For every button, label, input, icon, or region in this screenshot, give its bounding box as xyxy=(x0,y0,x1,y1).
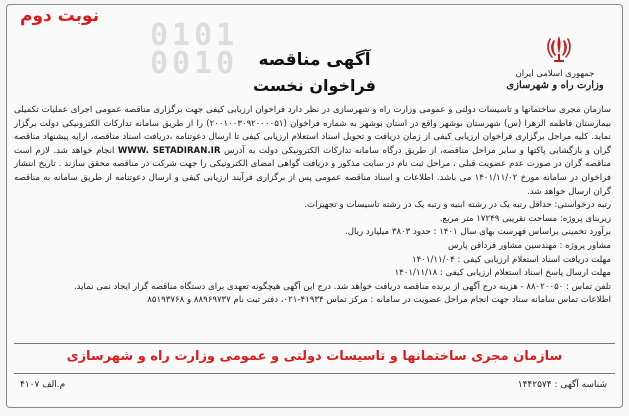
setad-website-link[interactable]: WWW. SETADIRAN.IR xyxy=(117,145,221,156)
intro-continuation: انجام خواهد شد. لازم است مناقصه گران در صورت عدم عضویت قبلی ، مراحل ثبت نام در سایت مذکور و دریافت گواهی امضای الکترونیکی را جهت شرکت در مناقصه محقق سازند . تاریخ انتشار فراخوان در سامانه مورخ ۱۴۰۱/۱۱/۰۲ می باشد. اطلاعات و اسناد مناقصه عمومی پس از برگزاری فرآیند ارزیابی کیفی و ارسال دعوتنامه از طریق سامانه به مناقصه گران ارسال خواهد شد. xyxy=(14,145,612,197)
republic-caption: جمهوری اسلامی ایران xyxy=(515,69,595,79)
footer-divider-top xyxy=(14,343,615,344)
watermark-line-2: 0010 xyxy=(150,46,239,81)
item-grade: رتبه درخواستی: حداقل رتبه یک در رشته ابنیه و رتبه یک در رشته تاسیسات و تجهیزات. xyxy=(304,200,611,211)
ministry-name: وزارت راه و شهرسازی xyxy=(506,80,604,91)
intro-text: سازمان مجری ساختمانها و تاسیسات دولتی و عمومی وزارت راه و شهرسازی در نظر دارد فراخوان ارزیابی کیفی جهت برگزاری مناقصه عمومی اجرای عملیات تکمیلی بیمارستان فاطمه الزهرا (س) شهرستان بوشهر واقع در استان بوشهر به شماره فراخوان (۲۰۰۱۰۰۳۰۹۲۰۰۰۰۵۱) را از طریق سامانه تدارکات الکترونیکی دولت برگزار نماید. کلیه مراحل برگزاری فراخوان ارزیابی کیفی از زمان دریافت و تحویل اسناد استعلام ارزیابی کیفی تا ارسال دعوتنامه ،دریافت اسناد مناقصه، ارایه پیشنهاد مناقصه گران و بازگشایی پاکتها و سایر مراحل مناقصه، از طریق درگاه سامانه تدارکات الکترونیکی دولت به آدرس xyxy=(14,105,612,156)
turn-label: نوبت دوم xyxy=(20,6,100,26)
watermark-line-1: 0101 xyxy=(150,22,239,53)
page-title: آگهی مناقصه xyxy=(258,50,371,70)
organization-name: سازمان مجری ساختمانها و تاسیسات دولتی و عمومی وزارت راه و شهرسازی xyxy=(66,349,563,364)
item-area: زیربنای پروژه: مساحت تقریبی ۱۷۲۴۹ متر مربع. xyxy=(439,213,611,224)
item-consultant: مشاور پروژه : مهندسین مشاور فرداقن پارس xyxy=(448,240,611,251)
item-phone: تلفن تماس : ۸۸۰۲۰۰۵۰ - هزینه درج آگهی از برنده مناقصه دریافت خواهد شد. درج این آگهی هیچگونه تعهدی برای دستگاه مناقصه گزار ایجاد نمی نماید. xyxy=(73,281,611,292)
item-setad-contact: اطلاعات تماس سامانه ستاد جهت انجام مراحل عضویت در سامانه : مرکز تماس ۴۱۹۳۴-۰۲۱، دفتر ثبت نام ۸۸۹۶۹۷۳۷ و ۸۵۱۹۳۷۶۸ xyxy=(147,295,611,306)
page-subtitle: فراخوان نخست xyxy=(253,76,376,95)
tracking-id: شناسه آگهی : ۱۴۴۲۵۷۴ xyxy=(517,380,607,390)
notice-body xyxy=(14,104,611,308)
item-estimate: برآورد تخمینی براساس فهرست بهای سال ۱۴۰۱ : حدود ۳۸۰۳ میلیارد ریال. xyxy=(344,227,611,238)
footer-divider-bottom xyxy=(14,373,615,374)
publication-code: م.الف ۴۱۰۷ xyxy=(20,380,66,390)
item-receive-deadline: مهلت دریافت اسناد استعلام ارزیابی کیفی : ۱۴۰۱/۱۱/۰۴ xyxy=(412,254,611,265)
item-submit-deadline: مهلت ارسال پاسخ اسناد استعلام ارزیابی کیفی : ۱۴۰۱/۱۱/۱۸ xyxy=(394,268,611,279)
intro-paragraph xyxy=(14,104,611,199)
